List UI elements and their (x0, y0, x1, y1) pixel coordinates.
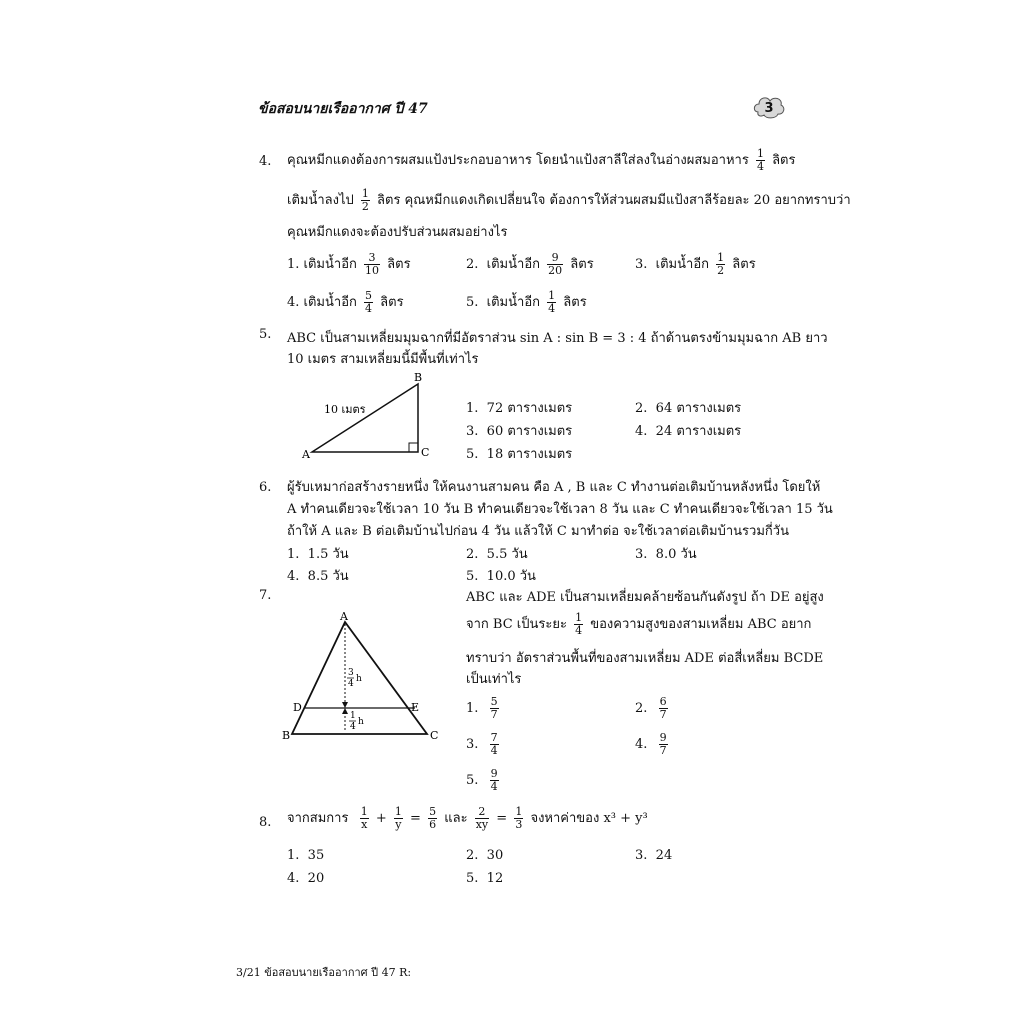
q7-line3: ทราบว่า อัตราส่วนพื้นที่ของสามเหลี่ยม ADE ต่อสี่เหลี่ยม BCDE (466, 651, 824, 666)
q4-option-4: 4. เติมน้ำอีก $\frac{5}{4}$ ลิตร (287, 289, 404, 315)
q8-fraction-1-over-3: $\frac{1}{3}$ (515, 805, 523, 831)
page-header-title: ข้อสอบนายเรืออากาศ ปี 47 (258, 101, 428, 117)
q7-number: 7. (259, 588, 272, 603)
q7-line4: เป็นเท่าไร (466, 672, 522, 687)
label-a: A (302, 448, 310, 461)
q7-nested-triangles-figure (280, 608, 445, 743)
q4-fraction-1: $\frac{1}{4}$ (756, 147, 764, 173)
q6-option-1: 1. 1.5 วัน (287, 547, 349, 562)
q6-number: 6. (259, 480, 272, 495)
q8-fraction-2-over-xy: $\frac{2}{xy}$ (475, 805, 489, 831)
q4-option-5: 5. เติมน้ำอีก $\frac{1}{4}$ ลิตร (466, 289, 587, 315)
q8-option-5: 5. 12 (466, 871, 504, 886)
triangle-abc (312, 384, 418, 452)
q4-line1-text: คุณหมีกแดงต้องการผสมแป้งประกอบอาหาร โดยนำแป้งสาลีใส่ลงในอ่างผสมอาหาร (287, 153, 749, 168)
upper-fraction-num: 3 (348, 668, 354, 678)
label-b: B (282, 729, 291, 742)
cloud-badge-icon (752, 92, 786, 122)
q8-fraction-1-over-y: $\frac{1}{y}$ (394, 805, 402, 831)
q8-option-1: 1. 35 (287, 848, 325, 863)
lower-fraction-num: 1 (350, 711, 356, 721)
q5-option-5: 5. 18 ตารางเมตร (466, 447, 573, 462)
arrow-up-icon (342, 708, 348, 714)
q4-option-3: 3. เติมน้ำอีก $\frac{1}{2}$ ลิตร (635, 251, 756, 277)
q7-option-4: 4. $\frac{9}{7}$ (635, 731, 667, 757)
right-angle-mark (409, 443, 418, 452)
q5-option-2: 2. 64 ตารางเมตร (635, 401, 742, 416)
q8-fraction-1-over-x: $\frac{1}{x}$ (360, 805, 368, 831)
q5-option-4: 4. 24 ตารางเมตร (635, 424, 742, 439)
q4-line2: เติมน้ำลงไป $\frac{1}{2}$ ลิตร คุณหมีกแดงเกิดเปลี่ยนใจ ต้องการให้ส่วนผสมมีแป้งสาลีร้อยละ 20 อยากทราบว่า (287, 187, 851, 213)
q8-number: 8. (259, 815, 272, 830)
q6-line3: ถ้าให้ A และ B ต่อเติมบ้านไปก่อน 4 วัน แล้วให้ C มาทำต่อ จะใช้เวลาต่อเติมบ้านรวมกี่วัน (287, 524, 789, 539)
q7-option-1: 1. $\frac{5}{7}$ (466, 695, 498, 721)
q6-option-3: 3. 8.0 วัน (635, 547, 697, 562)
label-c: C (430, 729, 439, 742)
q6-line1: ผู้รับเหมาก่อสร้างรายหนึ่ง ให้คนงานสามคน คือ A , B และ C ทำงานต่อเติมบ้านหลังหนึ่ง โดยให้ (287, 480, 821, 495)
arrow-down-icon (342, 702, 348, 708)
q5-right-triangle-figure (298, 370, 438, 462)
q4-fraction-2: $\frac{1}{2}$ (361, 187, 369, 213)
q7-option-2: 2. $\frac{6}{7}$ (635, 695, 667, 721)
q7-option-3: 3. $\frac{7}{4}$ (466, 731, 498, 757)
page-footer: 3/21 ข้อสอบนายเรืออากาศ ปี 47 R: (236, 966, 412, 979)
lower-fraction-den: 4 (350, 722, 356, 732)
q6-option-2: 2. 5.5 วัน (466, 547, 528, 562)
label-d: D (293, 701, 302, 714)
q4-option-1: 1. เติมน้ำอีก $\frac{3}{10}$ ลิตร (287, 251, 411, 277)
q7-line1: ABC และ ADE เป็นสามเหลี่ยมคล้ายซ้อนกันดังรูป ถ้า DE อยู่สูง (466, 590, 824, 605)
q6-option-5: 5. 10.0 วัน (466, 569, 536, 584)
q7-option-5: 5. $\frac{9}{4}$ (466, 767, 498, 793)
label-c: C (421, 446, 430, 459)
label-a: A (340, 610, 348, 623)
q5-line2: 10 เมตร สามเหลี่ยมนี้มีพื้นที่เท่าไร (287, 352, 479, 367)
q6-line2: A ทำคนเดียวจะใช้เวลา 10 วัน B ทำคนเดียวจะใช้เวลา 8 วัน และ C ทำคนเดียวจะใช้เวลา 15 วัน (287, 502, 833, 517)
q4-unit: ลิตร (772, 153, 796, 168)
label-b: B (414, 371, 423, 384)
q4-number: 4. (259, 154, 272, 169)
page-number-badge (752, 92, 786, 126)
q8-option-4: 4. 20 (287, 871, 325, 886)
q7-line2: จาก BC เป็นระยะ $\frac{1}{4}$ ของความสูงของสามเหลี่ยม ABC อยาก (466, 611, 812, 637)
q8-option-3: 3. 24 (635, 848, 673, 863)
q4-line1 (287, 148, 796, 173)
q6-option-4: 4. 8.5 วัน (287, 569, 349, 584)
q7-fraction: $\frac{1}{4}$ (575, 611, 583, 637)
q5-number: 5. (259, 327, 272, 342)
q5-option-1: 1. 72 ตารางเมตร (466, 401, 573, 416)
label-e: E (411, 701, 420, 714)
page-number: 3 (764, 101, 774, 116)
q4-option-2: 2. เติมน้ำอีก $\frac{9}{20}$ ลิตร (466, 251, 594, 277)
lower-h: h (358, 717, 364, 727)
upper-fraction-den: 4 (348, 679, 354, 689)
q5-option-3: 3. 60 ตารางเมตร (466, 424, 573, 439)
q4-line3: คุณหมีกแดงจะต้องปรับส่วนผสมอย่างไร (287, 225, 508, 240)
side-ab-label: 10 เมตร (324, 403, 366, 416)
q8-option-2: 2. 30 (466, 848, 504, 863)
q5-line1: ABC เป็นสามเหลี่ยมมุมฉากที่มีอัตราส่วน sin A : sin B = 3 : 4 ถ้าด้านตรงข้ามมุมฉาก AB ยาว (287, 331, 828, 346)
q8-fraction-5-over-6: $\frac{5}{6}$ (429, 805, 437, 831)
upper-h: h (356, 674, 362, 684)
q8-equation-line: จากสมการ $\frac{1}{x}$ + $\frac{1}{y}$ = $\frac{5}{6}$ และ $\frac{2}{xy}$ = $\frac{1}{3}$ จงหาค่าของ x³ + y³ (287, 805, 648, 831)
